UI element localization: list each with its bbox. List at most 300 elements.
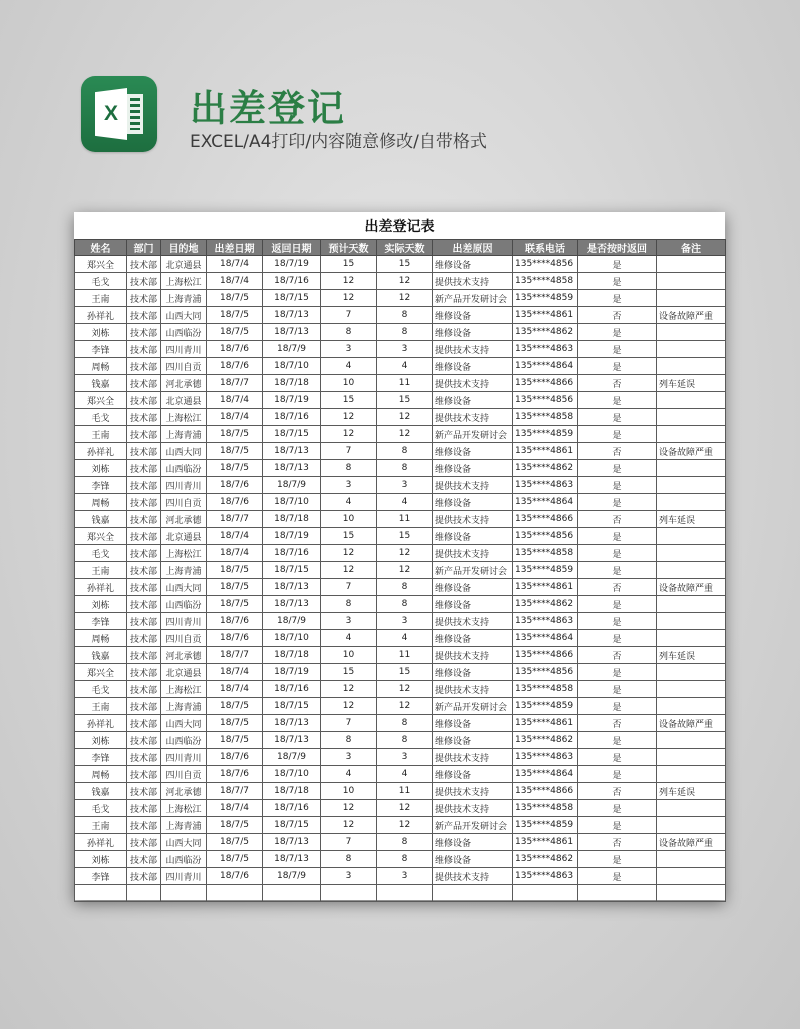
table-cell[interactable]: 12 — [321, 562, 377, 579]
table-cell[interactable]: 孙祥礼 — [75, 579, 127, 596]
table-cell[interactable]: 18/7/6 — [207, 868, 263, 885]
table-cell[interactable]: 技术部 — [127, 681, 161, 698]
table-cell[interactable]: 是 — [578, 426, 657, 443]
table-cell[interactable]: 是 — [578, 494, 657, 511]
table-cell[interactable]: 12 — [377, 426, 433, 443]
table-cell[interactable]: 山西大同 — [161, 307, 207, 324]
table-cell[interactable]: 提供技术支持 — [433, 647, 513, 664]
table-cell[interactable]: 技术部 — [127, 766, 161, 783]
table-cell[interactable]: 是 — [578, 698, 657, 715]
table-cell[interactable]: 18/7/15 — [263, 698, 321, 715]
table-cell[interactable] — [657, 409, 726, 426]
table-cell[interactable]: 提供技术支持 — [433, 545, 513, 562]
table-cell[interactable]: 否 — [578, 783, 657, 800]
table-cell[interactable]: 18/7/13 — [263, 715, 321, 732]
table-cell[interactable]: 否 — [578, 443, 657, 460]
table-cell[interactable]: 135****4859 — [513, 817, 578, 834]
table-cell[interactable]: 技术部 — [127, 868, 161, 885]
table-cell[interactable]: 135****4864 — [513, 630, 578, 647]
table-cell[interactable]: 4 — [321, 630, 377, 647]
table-cell[interactable]: 钱嘉 — [75, 375, 127, 392]
table-cell[interactable]: 刘栋 — [75, 851, 127, 868]
table-cell[interactable]: 山西临汾 — [161, 460, 207, 477]
table-cell[interactable] — [657, 868, 726, 885]
table-cell[interactable]: 技术部 — [127, 800, 161, 817]
table-cell[interactable]: 3 — [377, 341, 433, 358]
table-cell[interactable]: 是 — [578, 749, 657, 766]
table-cell[interactable]: 135****4859 — [513, 426, 578, 443]
table-cell[interactable]: 18/7/6 — [207, 749, 263, 766]
table-cell[interactable]: 技术部 — [127, 494, 161, 511]
table-cell[interactable]: 135****4858 — [513, 681, 578, 698]
table-cell[interactable]: 维修设备 — [433, 664, 513, 681]
table-cell[interactable]: 技术部 — [127, 256, 161, 273]
table-cell[interactable]: 135****4863 — [513, 341, 578, 358]
table-cell[interactable]: 王南 — [75, 698, 127, 715]
table-cell[interactable]: 否 — [578, 307, 657, 324]
table-cell[interactable]: 刘栋 — [75, 596, 127, 613]
table-cell[interactable] — [657, 817, 726, 834]
table-cell[interactable]: 周畅 — [75, 766, 127, 783]
table-cell[interactable]: 上海松江 — [161, 681, 207, 698]
table-cell[interactable]: 135****4866 — [513, 647, 578, 664]
table-cell[interactable]: 提供技术支持 — [433, 511, 513, 528]
table-cell[interactable]: 山西大同 — [161, 579, 207, 596]
table-cell[interactable]: 上海松江 — [161, 273, 207, 290]
table-cell[interactable]: 12 — [321, 698, 377, 715]
table-cell[interactable]: 135****4856 — [513, 392, 578, 409]
table-cell[interactable]: 技术部 — [127, 664, 161, 681]
table-cell[interactable]: 4 — [321, 358, 377, 375]
table-cell[interactable]: 刘栋 — [75, 460, 127, 477]
table-cell[interactable]: 135****4858 — [513, 409, 578, 426]
table-cell[interactable]: 新产品开发研讨会 — [433, 817, 513, 834]
table-cell[interactable]: 15 — [377, 528, 433, 545]
table-cell[interactable]: 提供技术支持 — [433, 613, 513, 630]
table-cell[interactable]: 毛戈 — [75, 273, 127, 290]
table-cell[interactable]: 18/7/10 — [263, 494, 321, 511]
table-cell[interactable] — [657, 613, 726, 630]
table-cell[interactable]: 135****4864 — [513, 358, 578, 375]
table-cell[interactable]: 维修设备 — [433, 358, 513, 375]
table-cell[interactable]: 10 — [321, 647, 377, 664]
table-cell[interactable]: 12 — [321, 817, 377, 834]
table-cell[interactable]: 是 — [578, 477, 657, 494]
table-cell[interactable]: 18/7/6 — [207, 341, 263, 358]
table-cell[interactable]: 18/7/5 — [207, 562, 263, 579]
table-cell[interactable]: 是 — [578, 664, 657, 681]
table-cell[interactable]: 135****4863 — [513, 749, 578, 766]
table-cell[interactable]: 12 — [377, 545, 433, 562]
table-cell[interactable]: 18/7/9 — [263, 749, 321, 766]
table-cell[interactable]: 18/7/18 — [263, 511, 321, 528]
table-cell[interactable]: 设备故障严重 — [657, 307, 726, 324]
table-cell[interactable]: 18/7/15 — [263, 562, 321, 579]
table-cell[interactable]: 北京通县 — [161, 664, 207, 681]
table-cell[interactable]: 技术部 — [127, 460, 161, 477]
table-cell[interactable]: 18/7/18 — [263, 647, 321, 664]
table-cell[interactable]: 15 — [321, 256, 377, 273]
table-cell[interactable]: 技术部 — [127, 273, 161, 290]
table-cell[interactable]: 135****4862 — [513, 851, 578, 868]
table-cell[interactable]: 12 — [377, 681, 433, 698]
table-cell[interactable]: 18/7/4 — [207, 528, 263, 545]
table-cell[interactable]: 王南 — [75, 290, 127, 307]
table-cell[interactable] — [657, 800, 726, 817]
table-cell[interactable]: 新产品开发研讨会 — [433, 698, 513, 715]
table-cell[interactable] — [207, 885, 263, 902]
table-cell[interactable]: 设备故障严重 — [657, 715, 726, 732]
table-cell[interactable]: 否 — [578, 579, 657, 596]
table-cell[interactable]: 18/7/5 — [207, 307, 263, 324]
table-cell[interactable]: 山西大同 — [161, 715, 207, 732]
table-cell[interactable]: 3 — [321, 477, 377, 494]
table-cell[interactable] — [75, 885, 127, 902]
table-cell[interactable]: 3 — [377, 477, 433, 494]
table-cell[interactable]: 是 — [578, 817, 657, 834]
table-cell[interactable]: 提供技术支持 — [433, 749, 513, 766]
table-cell[interactable]: 四川青川 — [161, 868, 207, 885]
table-cell[interactable]: 18/7/18 — [263, 783, 321, 800]
table-cell[interactable]: 提供技术支持 — [433, 341, 513, 358]
table-cell[interactable]: 135****4859 — [513, 562, 578, 579]
table-cell[interactable]: 维修设备 — [433, 307, 513, 324]
table-cell[interactable]: 四川自贡 — [161, 630, 207, 647]
table-cell[interactable]: 是 — [578, 273, 657, 290]
table-cell[interactable]: 河北承德 — [161, 647, 207, 664]
table-cell[interactable]: 新产品开发研讨会 — [433, 562, 513, 579]
table-cell[interactable]: 18/7/4 — [207, 545, 263, 562]
table-cell[interactable]: 提供技术支持 — [433, 273, 513, 290]
table-cell[interactable]: 提供技术支持 — [433, 409, 513, 426]
table-cell[interactable]: 18/7/6 — [207, 613, 263, 630]
table-cell[interactable]: 135****4862 — [513, 324, 578, 341]
table-cell[interactable]: 8 — [321, 851, 377, 868]
table-cell[interactable]: 18/7/7 — [207, 511, 263, 528]
table-cell[interactable]: 毛戈 — [75, 409, 127, 426]
table-cell[interactable]: 是 — [578, 290, 657, 307]
table-cell[interactable]: 技术部 — [127, 528, 161, 545]
table-cell[interactable]: 18/7/15 — [263, 426, 321, 443]
table-cell[interactable]: 王南 — [75, 817, 127, 834]
table-cell[interactable]: 是 — [578, 341, 657, 358]
table-cell[interactable]: 15 — [377, 256, 433, 273]
table-cell[interactable]: 135****4861 — [513, 307, 578, 324]
table-cell[interactable]: 8 — [377, 460, 433, 477]
table-cell[interactable]: 是 — [578, 358, 657, 375]
table-cell[interactable]: 技术部 — [127, 732, 161, 749]
table-cell[interactable]: 18/7/18 — [263, 375, 321, 392]
table-cell[interactable]: 周畅 — [75, 358, 127, 375]
table-cell[interactable]: 12 — [377, 817, 433, 834]
table-cell[interactable]: 北京通县 — [161, 256, 207, 273]
table-cell[interactable]: 李锋 — [75, 613, 127, 630]
table-cell[interactable] — [657, 851, 726, 868]
table-cell[interactable] — [657, 885, 726, 902]
table-cell[interactable]: 是 — [578, 851, 657, 868]
table-cell[interactable]: 8 — [377, 579, 433, 596]
table-cell[interactable]: 刘栋 — [75, 324, 127, 341]
table-cell[interactable]: 维修设备 — [433, 596, 513, 613]
table-cell[interactable]: 维修设备 — [433, 715, 513, 732]
table-cell[interactable]: 8 — [377, 596, 433, 613]
table-cell[interactable] — [321, 885, 377, 902]
table-cell[interactable]: 7 — [321, 834, 377, 851]
table-cell[interactable]: 18/7/13 — [263, 324, 321, 341]
table-cell[interactable]: 18/7/9 — [263, 477, 321, 494]
table-cell[interactable]: 李锋 — [75, 749, 127, 766]
table-cell[interactable]: 18/7/13 — [263, 460, 321, 477]
table-cell[interactable]: 是 — [578, 409, 657, 426]
table-cell[interactable] — [127, 885, 161, 902]
table-cell[interactable]: 18/7/13 — [263, 443, 321, 460]
table-cell[interactable]: 是 — [578, 800, 657, 817]
table-cell[interactable]: 钱嘉 — [75, 783, 127, 800]
table-cell[interactable]: 135****4863 — [513, 868, 578, 885]
table-cell[interactable]: 135****4866 — [513, 783, 578, 800]
table-cell[interactable]: 8 — [321, 732, 377, 749]
table-cell[interactable]: 设备故障严重 — [657, 443, 726, 460]
table-cell[interactable] — [657, 358, 726, 375]
table-cell[interactable]: 18/7/15 — [263, 290, 321, 307]
table-cell[interactable]: 18/7/4 — [207, 392, 263, 409]
table-cell[interactable]: 新产品开发研讨会 — [433, 426, 513, 443]
table-cell[interactable]: 7 — [321, 715, 377, 732]
table-cell[interactable]: 18/7/13 — [263, 596, 321, 613]
table-cell[interactable]: 提供技术支持 — [433, 868, 513, 885]
table-cell[interactable]: 维修设备 — [433, 324, 513, 341]
table-cell[interactable]: 技术部 — [127, 596, 161, 613]
table-cell[interactable]: 列车延误 — [657, 511, 726, 528]
table-cell[interactable] — [657, 341, 726, 358]
table-cell[interactable]: 钱嘉 — [75, 511, 127, 528]
table-cell[interactable]: 8 — [377, 834, 433, 851]
table-cell[interactable]: 技术部 — [127, 511, 161, 528]
table-cell[interactable]: 15 — [321, 528, 377, 545]
table-cell[interactable]: 18/7/5 — [207, 443, 263, 460]
table-cell[interactable]: 设备故障严重 — [657, 579, 726, 596]
table-cell[interactable] — [657, 324, 726, 341]
table-cell[interactable] — [657, 392, 726, 409]
table-cell[interactable]: 技术部 — [127, 698, 161, 715]
table-cell[interactable]: 技术部 — [127, 630, 161, 647]
table-cell[interactable]: 是 — [578, 596, 657, 613]
table-cell[interactable] — [657, 494, 726, 511]
table-cell[interactable]: 新产品开发研讨会 — [433, 290, 513, 307]
table-cell[interactable]: 18/7/6 — [207, 494, 263, 511]
table-cell[interactable]: 技术部 — [127, 834, 161, 851]
table-cell[interactable]: 提供技术支持 — [433, 681, 513, 698]
table-cell[interactable]: 12 — [377, 409, 433, 426]
table-cell[interactable]: 15 — [377, 664, 433, 681]
table-cell[interactable]: 18/7/19 — [263, 664, 321, 681]
table-cell[interactable]: 是 — [578, 732, 657, 749]
table-cell[interactable]: 上海青浦 — [161, 426, 207, 443]
table-cell[interactable]: 技术部 — [127, 851, 161, 868]
table-cell[interactable]: 是 — [578, 528, 657, 545]
table-cell[interactable]: 4 — [377, 494, 433, 511]
table-cell[interactable]: 山西大同 — [161, 443, 207, 460]
table-cell[interactable]: 四川自贡 — [161, 494, 207, 511]
table-cell[interactable]: 技术部 — [127, 613, 161, 630]
table-cell[interactable]: 12 — [377, 800, 433, 817]
table-cell[interactable]: 是 — [578, 562, 657, 579]
table-cell[interactable]: 18/7/5 — [207, 596, 263, 613]
table-cell[interactable]: 刘栋 — [75, 732, 127, 749]
table-cell[interactable]: 18/7/5 — [207, 715, 263, 732]
table-cell[interactable]: 135****4862 — [513, 460, 578, 477]
table-cell[interactable]: 上海青浦 — [161, 290, 207, 307]
table-cell[interactable]: 18/7/6 — [207, 477, 263, 494]
table-cell[interactable]: 技术部 — [127, 307, 161, 324]
table-cell[interactable]: 18/7/9 — [263, 868, 321, 885]
table-cell[interactable]: 3 — [321, 613, 377, 630]
table-cell[interactable]: 四川青川 — [161, 613, 207, 630]
table-cell[interactable]: 技术部 — [127, 375, 161, 392]
table-cell[interactable]: 18/7/5 — [207, 579, 263, 596]
table-cell[interactable]: 技术部 — [127, 409, 161, 426]
table-cell[interactable]: 18/7/16 — [263, 545, 321, 562]
table-cell[interactable]: 18/7/5 — [207, 732, 263, 749]
table-cell[interactable]: 李锋 — [75, 477, 127, 494]
table-cell[interactable]: 12 — [377, 698, 433, 715]
table-cell[interactable]: 135****4861 — [513, 443, 578, 460]
table-cell[interactable]: 12 — [321, 290, 377, 307]
table-cell[interactable]: 否 — [578, 375, 657, 392]
table-cell[interactable]: 12 — [377, 562, 433, 579]
table-cell[interactable]: 3 — [377, 613, 433, 630]
table-cell[interactable]: 8 — [377, 307, 433, 324]
table-cell[interactable]: 技术部 — [127, 715, 161, 732]
table-cell[interactable]: 提供技术支持 — [433, 800, 513, 817]
table-cell[interactable]: 135****4863 — [513, 477, 578, 494]
table-cell[interactable]: 山西临汾 — [161, 851, 207, 868]
table-cell[interactable]: 维修设备 — [433, 460, 513, 477]
table-cell[interactable] — [657, 596, 726, 613]
table-cell[interactable]: 135****4861 — [513, 579, 578, 596]
table-cell[interactable]: 孙祥礼 — [75, 443, 127, 460]
table-cell[interactable] — [263, 885, 321, 902]
table-cell[interactable]: 山西临汾 — [161, 732, 207, 749]
table-cell[interactable]: 否 — [578, 511, 657, 528]
table-cell[interactable] — [513, 885, 578, 902]
table-cell[interactable]: 3 — [321, 868, 377, 885]
table-cell[interactable]: 郑兴全 — [75, 392, 127, 409]
table-cell[interactable]: 技术部 — [127, 647, 161, 664]
table-cell[interactable]: 河北承德 — [161, 375, 207, 392]
table-cell[interactable]: 18/7/10 — [263, 358, 321, 375]
table-cell[interactable]: 18/7/5 — [207, 426, 263, 443]
table-cell[interactable]: 维修设备 — [433, 851, 513, 868]
table-cell[interactable]: 8 — [321, 324, 377, 341]
table-cell[interactable]: 8 — [377, 732, 433, 749]
table-cell[interactable]: 135****4858 — [513, 273, 578, 290]
table-cell[interactable]: 18/7/10 — [263, 630, 321, 647]
table-cell[interactable]: 钱嘉 — [75, 647, 127, 664]
table-cell[interactable] — [433, 885, 513, 902]
table-cell[interactable]: 10 — [321, 783, 377, 800]
table-cell[interactable]: 4 — [377, 766, 433, 783]
table-cell[interactable]: 11 — [377, 375, 433, 392]
table-cell[interactable]: 12 — [321, 545, 377, 562]
table-cell[interactable]: 孙祥礼 — [75, 834, 127, 851]
table-cell[interactable]: 18/7/13 — [263, 732, 321, 749]
table-cell[interactable]: 技术部 — [127, 579, 161, 596]
table-cell[interactable]: 3 — [377, 749, 433, 766]
table-cell[interactable]: 8 — [377, 715, 433, 732]
table-cell[interactable]: 孙祥礼 — [75, 307, 127, 324]
table-cell[interactable]: 3 — [321, 749, 377, 766]
table-cell[interactable]: 郑兴全 — [75, 528, 127, 545]
table-cell[interactable]: 王南 — [75, 562, 127, 579]
table-cell[interactable]: 135****4856 — [513, 256, 578, 273]
table-cell[interactable]: 18/7/4 — [207, 409, 263, 426]
table-cell[interactable]: 4 — [321, 494, 377, 511]
table-cell[interactable]: 周畅 — [75, 630, 127, 647]
table-cell[interactable]: 4 — [377, 630, 433, 647]
table-cell[interactable] — [657, 426, 726, 443]
table-cell[interactable] — [657, 630, 726, 647]
table-cell[interactable]: 北京通县 — [161, 528, 207, 545]
table-cell[interactable]: 135****4858 — [513, 545, 578, 562]
table-cell[interactable]: 郑兴全 — [75, 256, 127, 273]
table-cell[interactable]: 4 — [321, 766, 377, 783]
table-cell[interactable]: 毛戈 — [75, 545, 127, 562]
table-cell[interactable]: 技术部 — [127, 358, 161, 375]
table-cell[interactable]: 河北承德 — [161, 511, 207, 528]
table-cell[interactable]: 列车延误 — [657, 783, 726, 800]
table-cell[interactable]: 18/7/13 — [263, 579, 321, 596]
table-cell[interactable]: 8 — [377, 851, 433, 868]
table-cell[interactable] — [657, 460, 726, 477]
table-cell[interactable]: 18/7/13 — [263, 851, 321, 868]
table-cell[interactable]: 18/7/4 — [207, 681, 263, 698]
table-cell[interactable]: 提供技术支持 — [433, 477, 513, 494]
table-cell[interactable]: 技术部 — [127, 545, 161, 562]
table-cell[interactable]: 7 — [321, 579, 377, 596]
table-cell[interactable]: 12 — [377, 290, 433, 307]
table-cell[interactable]: 是 — [578, 460, 657, 477]
table-cell[interactable] — [657, 732, 726, 749]
table-cell[interactable]: 7 — [321, 307, 377, 324]
table-cell[interactable]: 李锋 — [75, 341, 127, 358]
table-cell[interactable]: 7 — [321, 443, 377, 460]
table-cell[interactable]: 18/7/15 — [263, 817, 321, 834]
table-cell[interactable] — [657, 698, 726, 715]
table-cell[interactable]: 12 — [377, 273, 433, 290]
table-cell[interactable]: 135****4864 — [513, 766, 578, 783]
table-cell[interactable]: 135****4856 — [513, 528, 578, 545]
table-cell[interactable]: 11 — [377, 783, 433, 800]
table-cell[interactable]: 是 — [578, 545, 657, 562]
table-cell[interactable]: 18/7/7 — [207, 647, 263, 664]
table-cell[interactable]: 技术部 — [127, 749, 161, 766]
table-cell[interactable]: 上海松江 — [161, 545, 207, 562]
table-cell[interactable]: 135****4862 — [513, 596, 578, 613]
table-cell[interactable]: 135****4862 — [513, 732, 578, 749]
table-cell[interactable]: 维修设备 — [433, 766, 513, 783]
table-cell[interactable]: 135****4866 — [513, 375, 578, 392]
table-cell[interactable]: 3 — [321, 341, 377, 358]
table-cell[interactable]: 18/7/5 — [207, 851, 263, 868]
table-cell[interactable]: 135****4861 — [513, 715, 578, 732]
table-cell[interactable]: 18/7/16 — [263, 681, 321, 698]
table-cell[interactable]: 18/7/4 — [207, 256, 263, 273]
table-cell[interactable] — [657, 528, 726, 545]
table-cell[interactable]: 18/7/19 — [263, 392, 321, 409]
table-cell[interactable]: 18/7/9 — [263, 613, 321, 630]
table-cell[interactable]: 8 — [377, 324, 433, 341]
